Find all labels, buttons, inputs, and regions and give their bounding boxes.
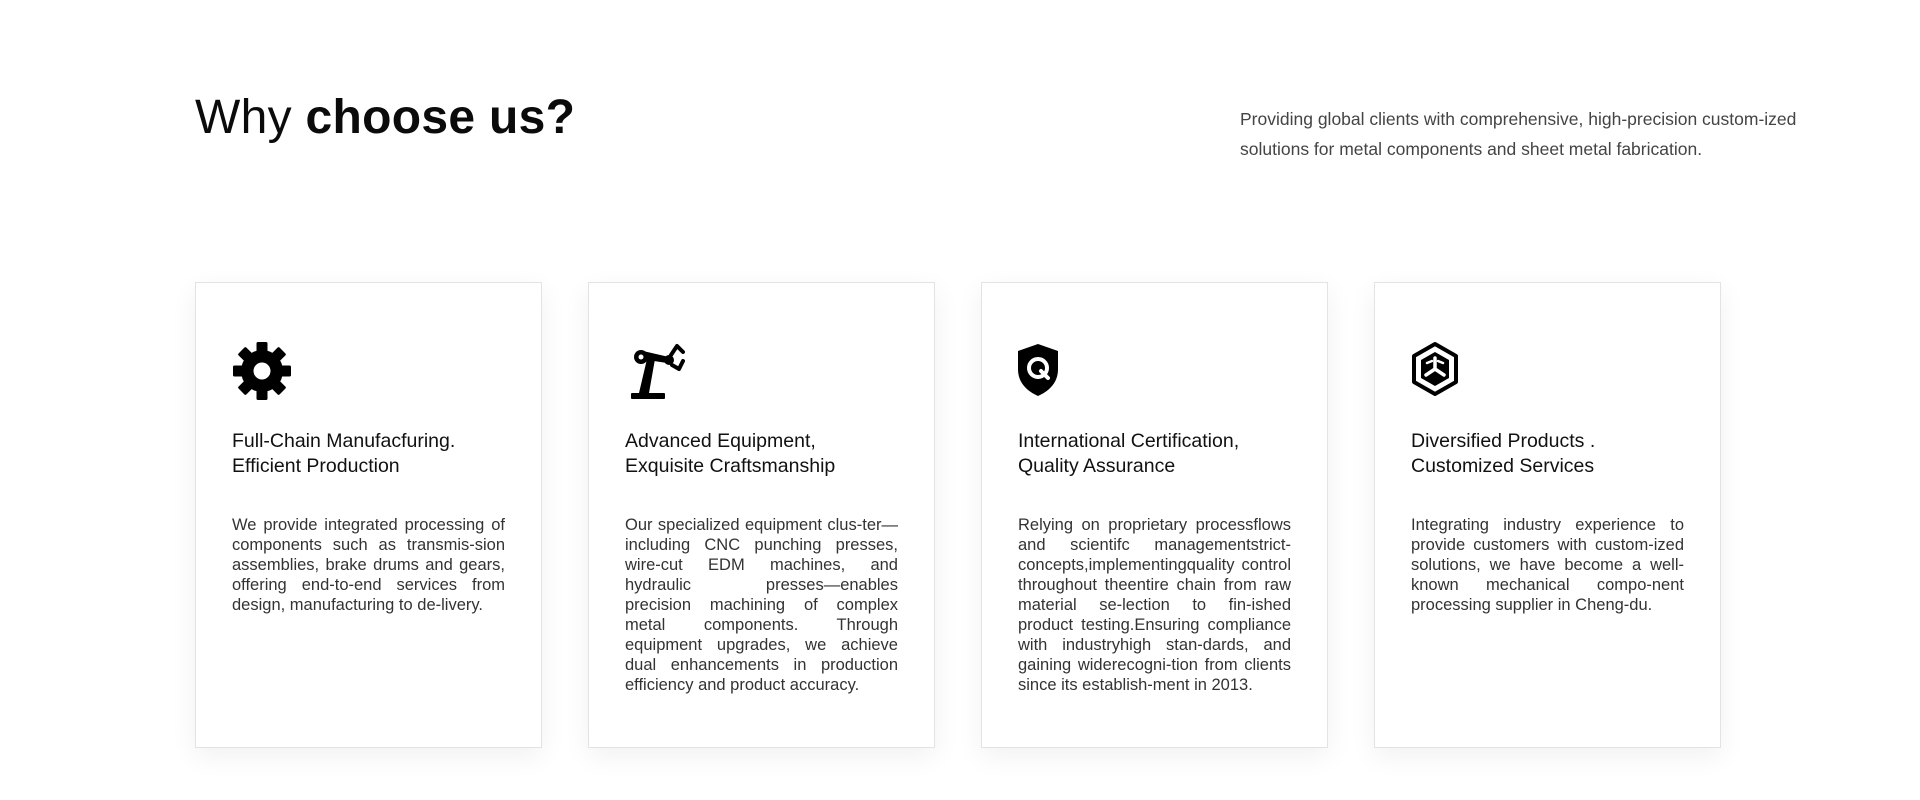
card-description: We provide integrated processing of components such as transmis-sion assemblies, brake drums and gears, offering end-to-end services from design, manufacturing to de-livery. [232,516,505,614]
feature-card-manufacturing [195,282,542,748]
quality-shield-icon [1018,341,1078,401]
section-intro: Providing global clients with comprehensive, high-precision custom-ized solutions for metal components and sheet metal fabrication. [1240,109,1797,159]
card-description: Integrating industry experience to provide customers with custom-ized solutions, we have become a well-known mechanical compo-nent processing supplier in Cheng-du. [1411,516,1684,614]
card-title: Diversified Products . Customized Services [1411,430,1596,477]
card-title: Advanced Equipment, Exquisite Craftsmanship [625,430,836,477]
card-title: International Certification, Quality Assurance [1018,430,1240,477]
feature-card-products [1374,282,1721,748]
feature-card-certification [981,282,1328,748]
feature-cards [195,282,1721,748]
card-description: Our specialized equipment clus-ter—including CNC punching presses, wire-cut EDM machines, and hydraulic presses—enables precision machining of complex metal components. Through equipment upgrades, we achieve dual enhancements in production efficiency and product accuracy. [625,516,898,694]
gear-icon [232,341,292,401]
heading-bold-text: choose us? [305,91,576,144]
feature-card-equipment [588,282,935,748]
product-cube-icon [1411,341,1471,401]
section-heading [195,88,575,148]
robot-arm-icon [625,341,685,401]
card-title: Full-Chain Manufacfuring. Efficient Production [232,430,456,477]
heading-light-text: Why [195,91,292,144]
card-description: Relying on proprietary processflows and scientifc managementstrict-concepts,implementingquality control throughout theentire chain from raw material se-lection to fin-ished product testing.Ensuring compliance with industryhigh stan-dards, and gaining widerecogni-tion from clients since its establish-ment in 2013. [1018,516,1291,694]
